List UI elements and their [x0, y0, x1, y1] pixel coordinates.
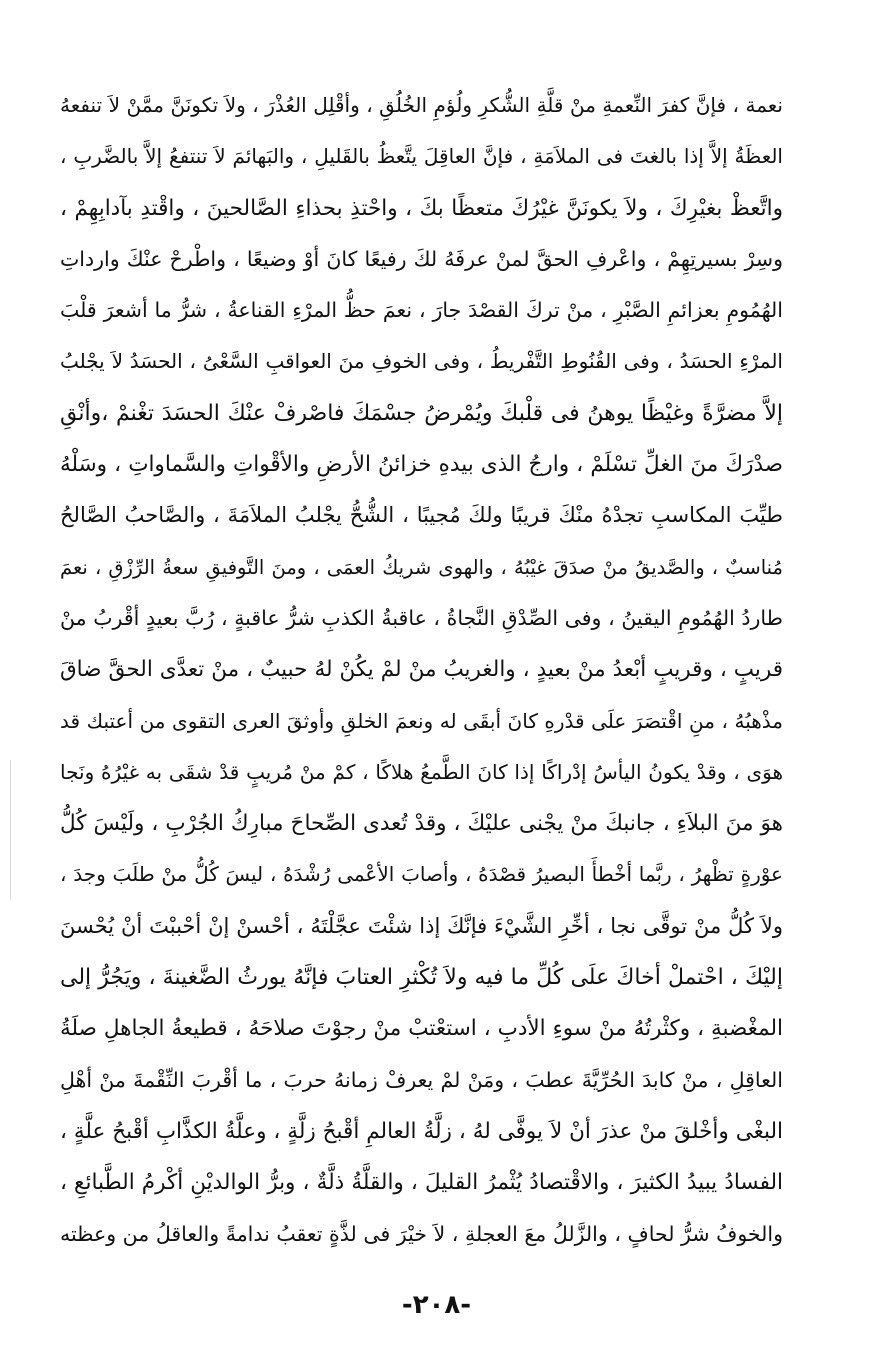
- text-line: مذْهبُهُ ، منِ اقْتصَرَ علَى قدْرهِ كانَ أبقَى له ونعمَ الخلقِ وأوثقَ العرى التقوى من أعتبك قد: [60, 708, 783, 733]
- body-text: [60, 80, 783, 1260]
- page-number: -٢٠٨-: [401, 1290, 472, 1320]
- text-line: طيِّبَ المكاسبِ تجدْهُ منْكَ قريبًا ولكَ مُجيبًا ، الشُّحُّ يجْلبُ الملاَمَةَ ، والصَّاحبُ الصَّالحُ: [60, 503, 783, 528]
- text-line: قريبٍ ، وقريبٍ أبْعدُ منْ بعيدٍ ، والغريبُ منْ لمْ يكُنْ لهُ حبيبٌ ، منْ تعدَّى الحقَّ ضاقَ: [60, 657, 783, 683]
- text-line: ولاَ كُلُّ منْ توقَّى نجا ، أخِّرِ الشَّيْءَ فإنَّكَ إذا شئْتَ عجَّلْتَهُ ، أحْسنْ إنْ أحْببْتَ أنْ يُحْسنَ: [60, 913, 783, 938]
- text-line: إليْكَ ، احْتملْ أخاكَ علَى كُلِّ ما فيه ولاَ تُكْثرِ العتابَ فإنَّهُ يورثُ الضَّغينةَ ، ويَجُرُّ إلى: [60, 965, 783, 991]
- text-line: المرْءِ الحسَدُ ، وفى القُنُوطِ التَّفْريطُ ، وفى الخوفِ منَ العواقبِ السَّعْىُ ، الحسَدُ لاَ يجْلبُ: [60, 349, 783, 374]
- text-line: العاقِلِ ، منْ كابدَ الحُرِّيَّةَ عطبَ ، ومَنْ لمْ يعرفْ زمانهُ حربَ ، ما أقْربَ النِّقْمةَ منْ أهْلِ: [60, 1067, 783, 1092]
- text-line: الهُمُومِ بعزائمِ الصَّبْرِ ، منْ تركَ القصْدَ جارَ ، نعمَ حظُّ المرْءِ القناعةُ ، شرُّ ما أشعرَ قلْبَ: [60, 298, 783, 323]
- text-line: نعمة ، فإنَّ كفرَ النِّعمةِ منْ قلَّةِ الشُّكرِ ولُؤمِ الخُلُقِ ، وأقْلِل العُذْرَ ، ولاَ تكونَنَّ ممَّنْ لاَ تنفعهُ: [60, 93, 783, 117]
- text-line: مُناسبٌ ، والصَّديقُ منْ صدَقَ غيْبُهُ ، والهوى شريكُ العمَى ، ومنَ التَّوفيقِ سعةُ الرِّزْقِ ، نعمَ: [60, 555, 783, 579]
- text-line: هوَى ، وقدْ يكونُ اليأسُ إدْراكًا إذا كانَ الطَّمعُ هلاكًا ، كمْ منْ مُريبٍ قدْ شقَى به غيْرُهُ ونَجا: [60, 759, 783, 784]
- text-line: وسِرْ بسيرتِهِمْ ، واعْرفِ الحقَّ لمنْ عرفَهُ لكَ رفيعًا كانَ أوْ وضيعًا ، واطْرحْ عنْكَ وارداتِ: [60, 246, 783, 271]
- text-line: واتَّعظْ بغيْرِكَ ، ولاَ يكونَنَّ غيْرُكَ متعظًا بكَ ، واحْتذِ بحذاءِ الصَّالحينَ ، واقْتدِ بآدابِهِمْ ،: [60, 195, 783, 221]
- text-line: المغْضبةِ ، وكثْرتُهُ منْ سوءِ الأدبِ ، استعْتبْ منْ رجوْتَ صلاحَهُ ، قطيعةُ الجاهلِ صلَةُ: [60, 1016, 783, 1042]
- text-line: العظَةُ إلاَّ إذا بالغتَ فى الملاَمَةِ ، فإنَّ العاقِلَ يتَّعظُ بالقَليلِ ، والبَهائمَ لاَ تنتفعُ إلاَّ بالضَّربِ ،: [60, 144, 783, 169]
- text-line: والخوفُ شرُّ لحافٍ ، والزَّللُ معَ العجلةِ ، لاَ خيْرَ فى لذَّةٍ تعقبُ ندامةً والعاقلُ من وعظته: [60, 1221, 783, 1246]
- text-line: عوْرةٍ تظْهرُ ، ربَّما أخْطأَ البصيرُ قصْدَهُ ، وأصابَ الأعْمى رُشْدَهُ ، ليسَ كُلُّ منْ طلَبَ وجدَ ،: [60, 862, 783, 887]
- scan-edge-mark: [10, 760, 11, 900]
- text-line: طاردُ الهُمُومِ اليقينُ ، وفى الصِّدْقِ النَّجاةُ ، عاقبةُ الكذبِ شرُّ عاقبةٍ ، رُبَّ بعيدٍ أقْربُ منْ: [60, 605, 783, 630]
- text-line: الفسادُ يبيدُ الكثيرَ ، والاقْتصادُ يُثْمرُ القليلَ ، والقلَّةُ ذلَّةٌ ، وبرُّ الوالديْنِ أكْرمُ الطَّبائعِ ،: [60, 1170, 783, 1196]
- text-line: إلاَّ مضرَّةً وغيْظًا يوهنُ فى قلْبكَ ويُمْرضُ جسْمَكَ فاصْرفْ عنْكَ الحسَدَ تغْنمْ ،وأنْقِ: [60, 400, 783, 426]
- text-line: صدْرَكَ منَ الغلِّ تسْلَمْ ، وارجُ الذى بيدهِ خزائنُ الأرضِ والأقْواتِ والسَّماواتِ ، وسَلْهُ: [60, 452, 783, 478]
- text-line: البغْى وأخْلقَ منْ عذرَ أنْ لاَ يوفَّى لهُ ، زلَّةُ العالمِ أقْبحُ زلَّةٍ ، وعلَّةُ الكذَّابِ أقْبحُ علَّةٍ ،: [60, 1118, 783, 1144]
- text-line: هوَ منَ البلاَءِ ، جانبكَ منْ يجْنى عليْكَ ، وقدْ تُعدى الصِّحاحَ مبارِكُ الجُرْبِ ، ولَيْسَ كُلُّ: [60, 811, 783, 837]
